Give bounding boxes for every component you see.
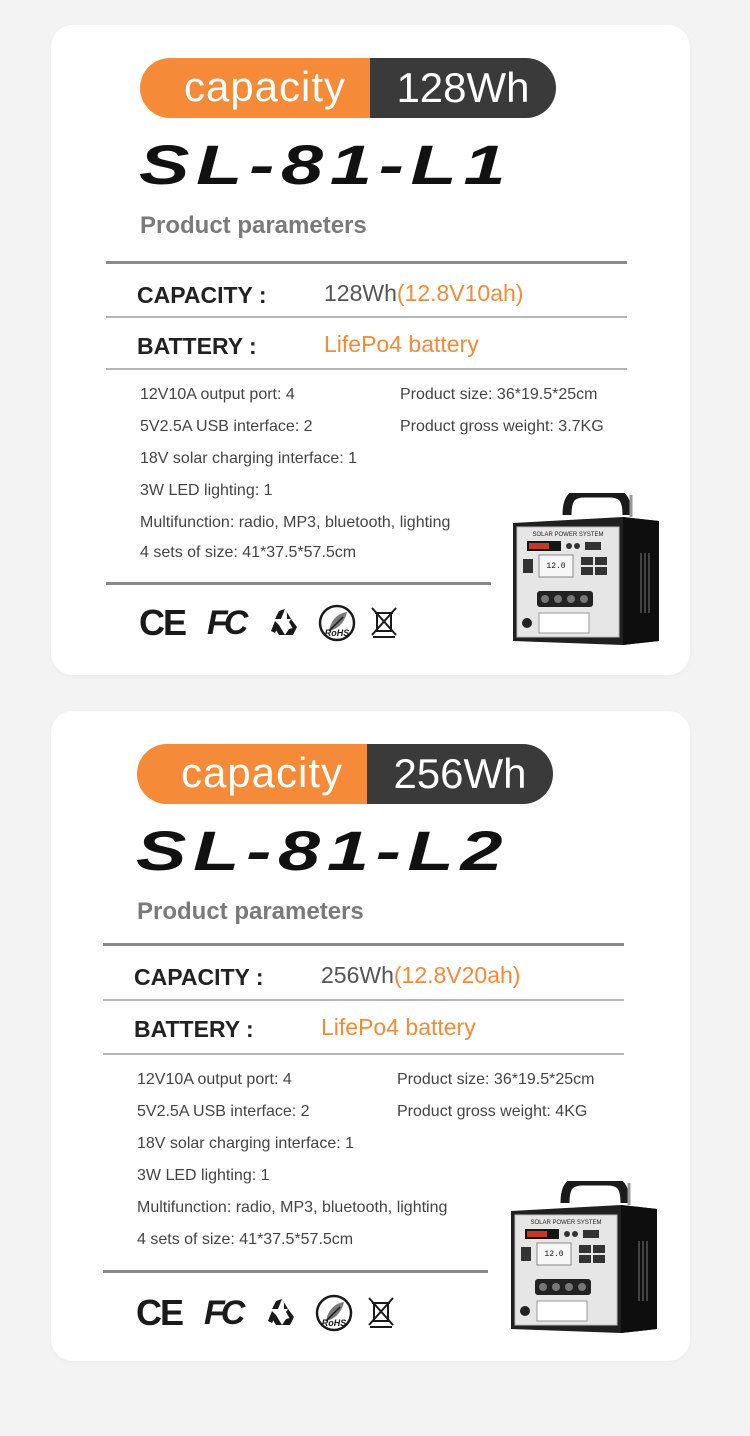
capacity-spec-detail: (12.8V20ah)	[393, 962, 521, 988]
feature-item: Multifunction: radio, MP3, bluetooth, lighting	[140, 514, 451, 531]
capacity-spec-value	[321, 962, 520, 989]
divider	[103, 999, 624, 1001]
weee-bin-icon	[366, 1295, 396, 1334]
feature-item: 3W LED lighting: 1	[137, 1167, 270, 1184]
capacity-spec-main: 128Wh	[324, 280, 397, 306]
battery-spec-label: BATTERY :	[134, 1016, 254, 1042]
params-title: Product parameters	[137, 898, 364, 925]
capacity-spec-detail: (12.8V10ah)	[396, 280, 524, 306]
feature-item: 3W LED lighting: 1	[140, 482, 273, 499]
capacity-spec-value	[324, 280, 523, 307]
svg-text:12.0: 12.0	[546, 562, 566, 571]
divider	[106, 368, 627, 370]
recycle-icon	[264, 1295, 300, 1336]
capacity-spec-label: CAPACITY :	[134, 964, 264, 990]
divider	[106, 582, 491, 585]
product-card-l1	[51, 25, 690, 675]
feature-item: Product size: 36*19.5*25cm	[397, 1071, 595, 1088]
feature-item: 4 sets of size: 41*37.5*57.5cm	[140, 544, 357, 561]
divider	[103, 943, 624, 946]
battery-spec-value: LifePo4 battery	[321, 1014, 476, 1040]
feature-item: 12V10A output port: 4	[137, 1071, 292, 1088]
feature-item: Product size: 36*19.5*25cm	[400, 386, 598, 403]
capacity-pill	[137, 744, 553, 804]
ce-mark: CE	[139, 602, 186, 643]
capacity-label: capacity	[140, 58, 390, 118]
battery-spec-value: LifePo4 battery	[324, 331, 479, 357]
divider	[103, 1270, 488, 1273]
feature-item: Product gross weight: 4KG	[397, 1103, 588, 1120]
capacity-value: 128Wh	[370, 58, 556, 118]
recycle-icon	[267, 605, 303, 646]
product-image	[509, 493, 661, 649]
rohs-mark	[317, 603, 357, 648]
capacity-spec-label: CAPACITY :	[137, 282, 267, 308]
rohs-mark	[314, 1293, 354, 1338]
weee-bin-icon	[369, 605, 399, 644]
svg-text:RoHS: RoHS	[321, 1318, 347, 1328]
capacity-value: 256Wh	[367, 744, 553, 804]
feature-item: 12V10A output port: 4	[140, 386, 295, 403]
svg-text:SOLAR POWER SYSTEM: SOLAR POWER SYSTEM	[530, 1220, 602, 1226]
divider	[106, 261, 627, 264]
svg-text:12.0: 12.0	[544, 1250, 564, 1259]
model-name: SL-81-L1	[139, 133, 513, 196]
feature-item: Product gross weight: 3.7KG	[400, 418, 604, 435]
fcc-mark: FC	[207, 604, 245, 642]
battery-spec-label: BATTERY :	[137, 333, 257, 359]
certifications	[139, 603, 399, 643]
capacity-spec-main: 256Wh	[321, 962, 394, 988]
svg-text:SOLAR POWER SYSTEM: SOLAR POWER SYSTEM	[532, 532, 604, 538]
divider	[106, 316, 627, 318]
feature-item: 5V2.5A USB interface: 2	[137, 1103, 310, 1120]
feature-item: Multifunction: radio, MP3, bluetooth, lighting	[137, 1199, 448, 1216]
capacity-pill	[140, 58, 556, 118]
ce-mark: CE	[136, 1292, 183, 1333]
product-image	[507, 1181, 659, 1337]
divider	[103, 1053, 624, 1055]
product-card-l2	[51, 711, 690, 1361]
svg-text:RoHS: RoHS	[324, 628, 350, 638]
feature-item: 18V solar charging interface: 1	[140, 450, 358, 467]
model-name: SL-81-L2	[136, 819, 510, 882]
feature-item: 18V solar charging interface: 1	[137, 1135, 355, 1152]
feature-item: 5V2.5A USB interface: 2	[140, 418, 313, 435]
fcc-mark: FC	[204, 1294, 242, 1332]
certifications	[136, 1293, 396, 1333]
capacity-label: capacity	[137, 744, 387, 804]
feature-item: 4 sets of size: 41*37.5*57.5cm	[137, 1231, 354, 1248]
params-title: Product parameters	[140, 212, 367, 239]
